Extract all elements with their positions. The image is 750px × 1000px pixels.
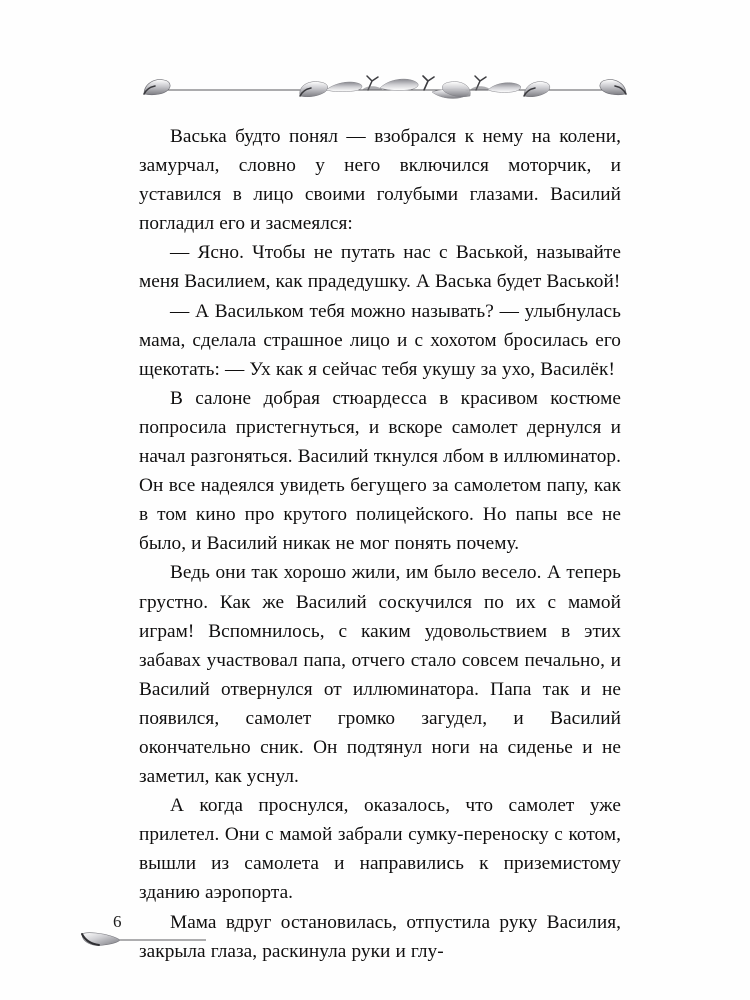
paragraph: Ведь они так хорошо жили, им было весело. А теперь грустно. Как же Василий соскучился по их с мамой играм! Вспомнилось, с каким удовольствием в этих забавах участвовал папа, отчего стало совсем печально, и Василий отвернулся от иллюминатора. Папа так и не появился, самолет громко загудел, и Василий окончательно сник. Он подтянул ноги на сиденье и не заметил, как уснул. — [139, 562, 621, 788]
paragraph: В салоне добрая стюардесса в красивом костюме попросила пристегнуться, и вскоре самолет дернулся и начал разгоняться. Василий ткнулся лбом в иллюминатор. Он все надеялся увидеть бегущего за самолетом папу, как в том кино про крутого полицейского. Но папы все не было, и Василий никак не мог понять почему. — [139, 387, 621, 555]
leaf-flourish-icon — [78, 930, 228, 954]
paragraph: А когда проснулся, оказалось, что самолет уже прилетел. Они с мамой забрали сумку-переноску с котом, вышли из самолета и направились к приземистому зданию аэропорта. — [139, 795, 621, 904]
paragraph: — А Васильком тебя можно называть? — улыбнулась мама, сделала страшное лицо и с хохотом бросилась его щекотать: — Ух как я сейчас тебя укушу за ухо, Василёк! — [139, 300, 621, 380]
header-ornament — [140, 72, 630, 106]
footer-flourish — [78, 930, 228, 954]
paragraph: Мама вдруг остановилась, отпустила руку Василия, закрыла глаза, раскинула руки и глу- — [139, 911, 621, 962]
page-number: 6 — [113, 912, 122, 931]
paragraph: — Ясно. Чтобы не путать нас с Васькой, называйте меня Василием, как прадедушку. А Васька будет Васькой! — [139, 242, 621, 293]
page-footer — [78, 912, 248, 956]
paragraph: Васька будто понял — взобрался к нему на колени, замурчал, словно у него включился моторчик, и уставился в лицо своими голубыми глазами. Василий погладил его и засмеялся: — [139, 126, 621, 235]
floral-rule-icon — [140, 72, 630, 106]
body-text-column — [139, 122, 621, 966]
